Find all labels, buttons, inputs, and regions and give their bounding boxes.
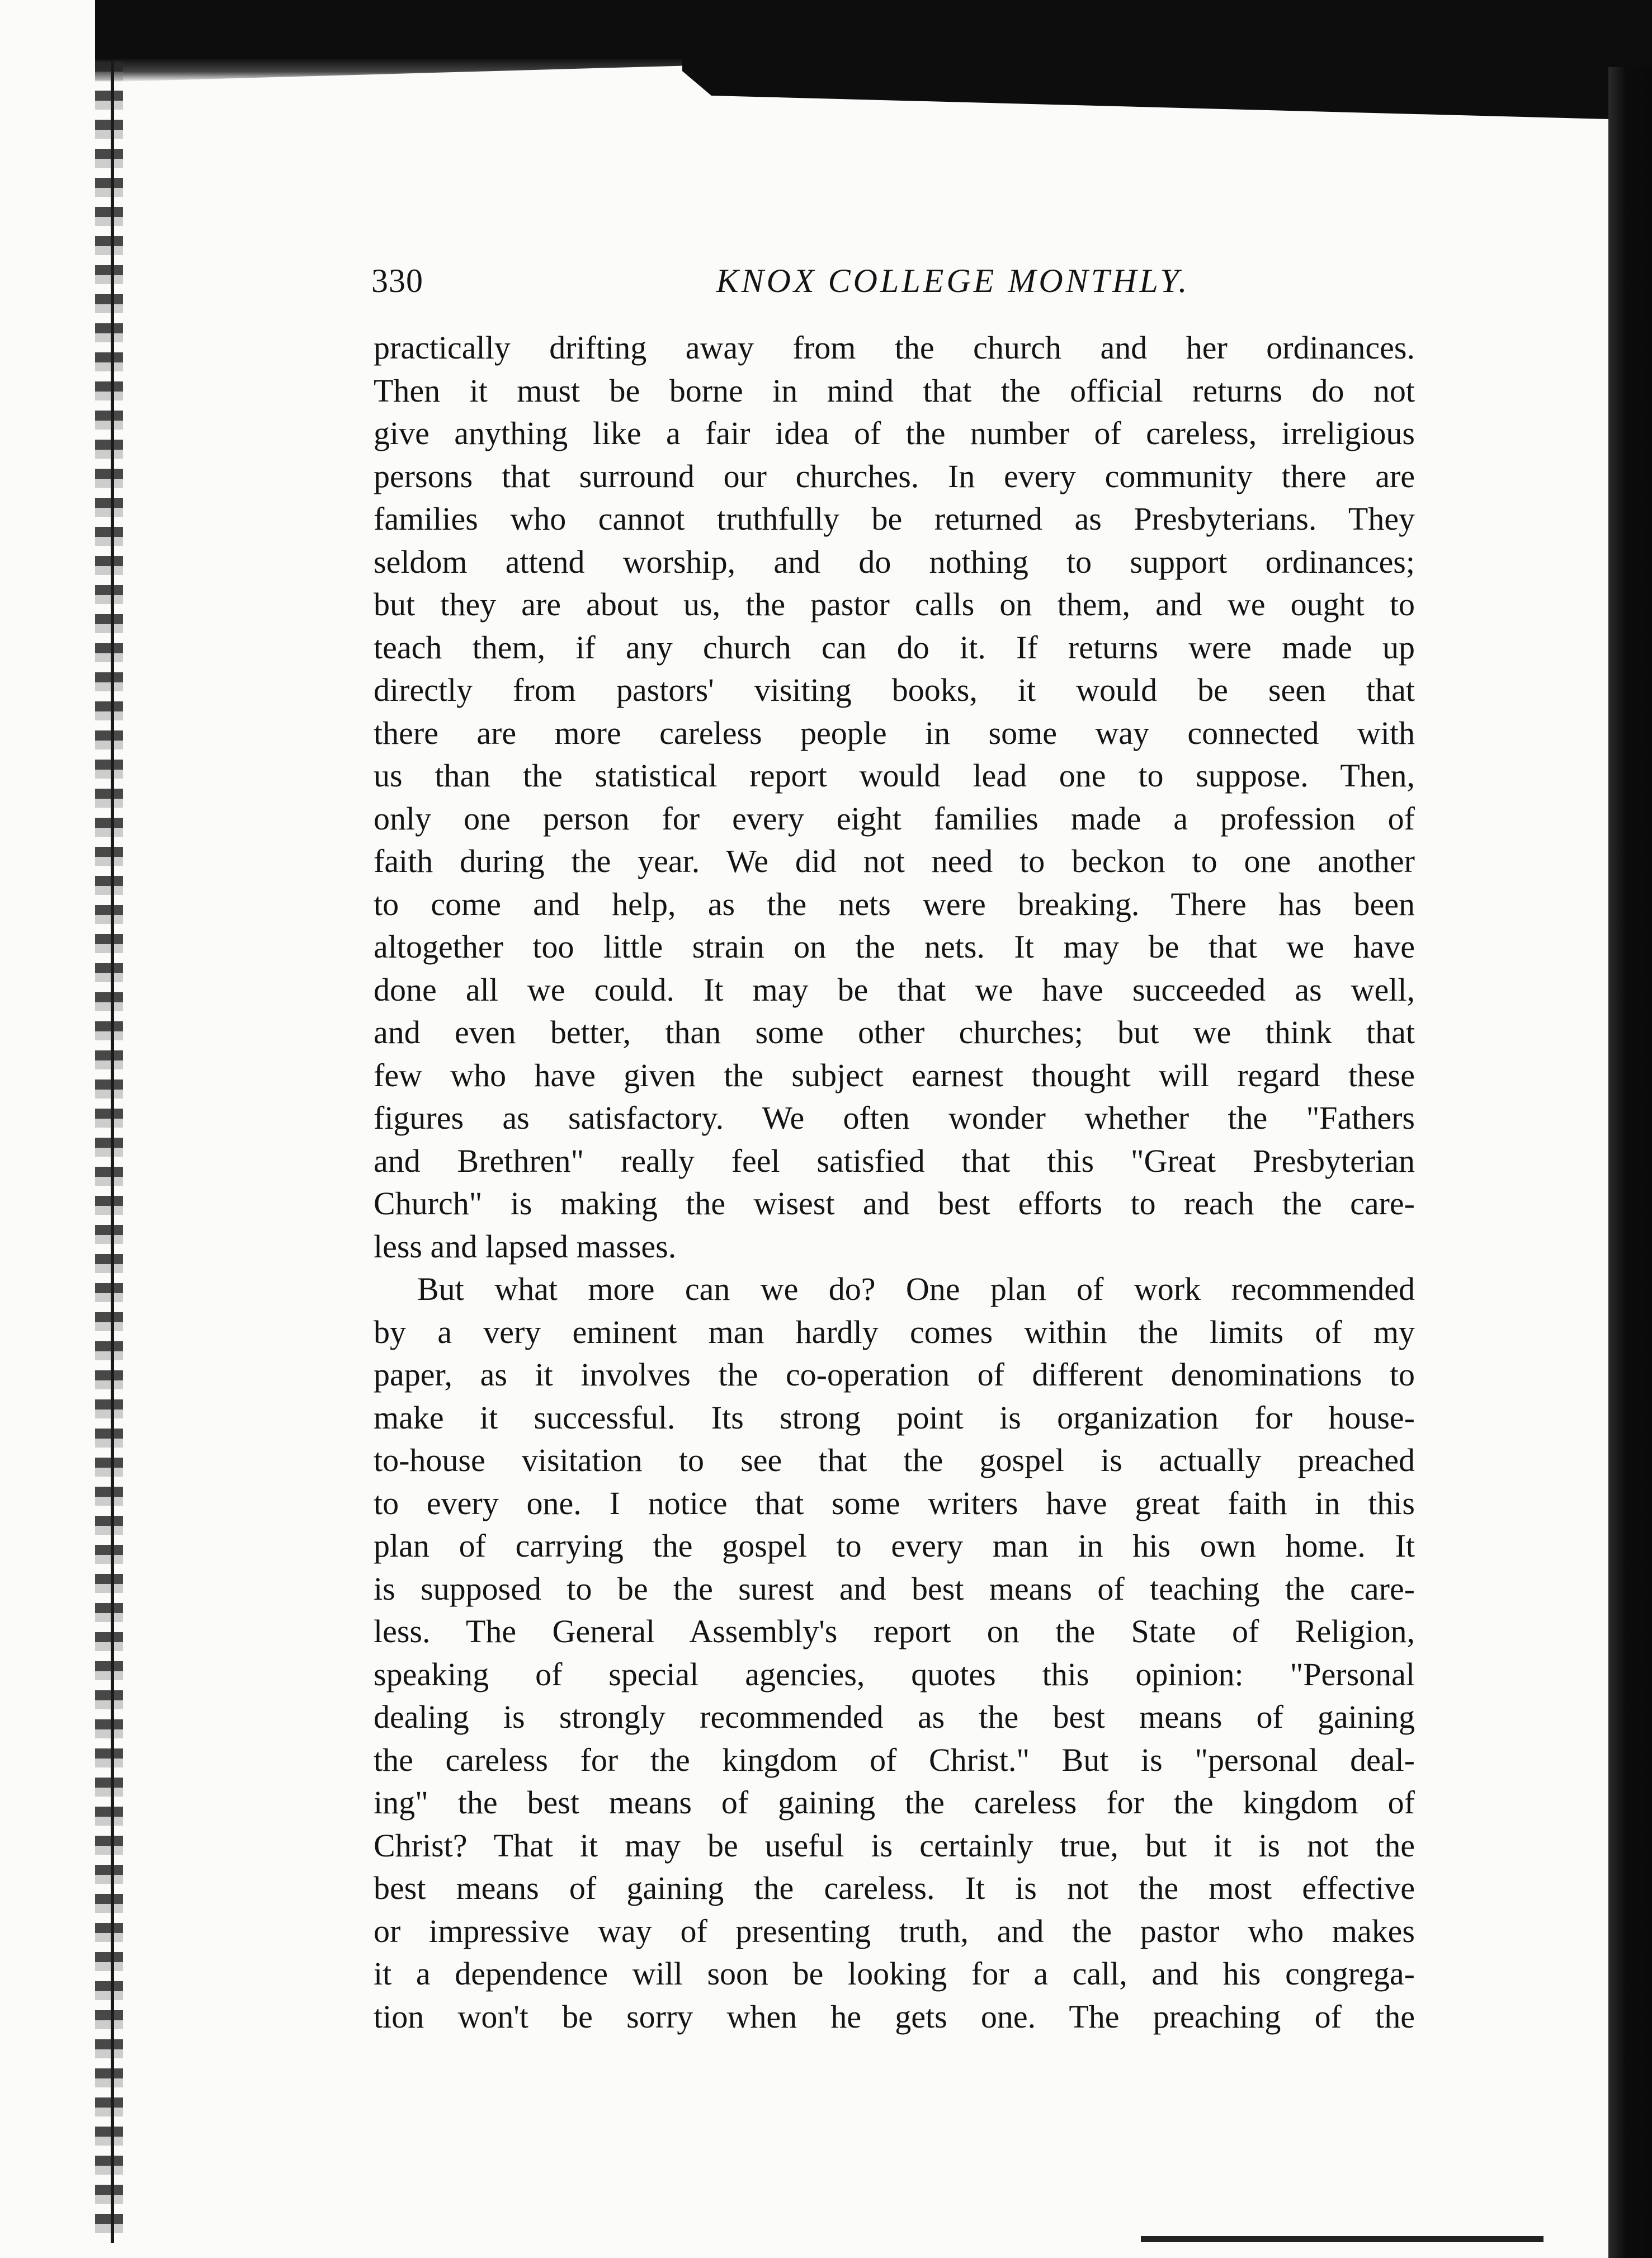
text-line: best means of gaining the careless. It is not the most effective	[374, 1870, 1415, 1906]
text-line: dealing is strongly recommended as the best means of gaining	[374, 1699, 1415, 1735]
text-line: done all we could. It may be that we have succeeded as well,	[374, 971, 1415, 1008]
scan-shadow-top-edge	[95, 59, 682, 82]
text-line: and Brethren" really feel satisfied that this "Great Presbyterian	[374, 1142, 1415, 1179]
scan-binding-left	[95, 62, 123, 2243]
text-line: the careless for the kingdom of Christ." But is "personal deal-	[374, 1741, 1415, 1778]
body-text	[374, 327, 1415, 2038]
text-line: altogether too little strain on the nets. It may be that we have	[374, 928, 1415, 965]
text-line: there are more careless people in some way connected with	[374, 714, 1415, 751]
text-line: few who have given the subject earnest thought will regard these	[374, 1057, 1415, 1093]
text-line: faith during the year. We did not need to beckon to one another	[374, 843, 1415, 879]
page-number: 330	[371, 262, 423, 299]
text-line: Christ? That it may be useful is certainly true, but it is not the	[374, 1827, 1415, 1864]
text-line: only one person for every eight families made a profession of	[374, 800, 1415, 837]
paragraph-start-line: But what more can we do? One plan of work recommended	[417, 1271, 1415, 1307]
text-line: plan of carrying the gospel to every man in his own home. It	[374, 1528, 1415, 1564]
text-line: practically drifting away from the church and her ordinances.	[374, 329, 1415, 366]
running-head: KNOX COLLEGE MONTHLY.	[716, 262, 1190, 299]
text-line: figures as satisfactory. We often wonder whether the "Fathers	[374, 1100, 1415, 1136]
text-line: tion won't be sorry when he gets one. The preaching of the	[374, 1998, 1415, 2035]
text-line: it a dependence will soon be looking for a call, and his congrega-	[374, 1955, 1415, 1992]
scan-shadow-bottom	[1141, 2236, 1544, 2242]
text-line: speaking of special agencies, quotes this opinion: "Personal	[374, 1656, 1415, 1693]
text-line: persons that surround our churches. In every community there are	[374, 458, 1415, 494]
text-line: Then it must be borne in mind that the official returns do not	[374, 372, 1415, 409]
paragraph-end-line: less and lapsed masses.	[374, 1228, 677, 1265]
text-line: but they are about us, the pastor calls on them, and we ought to	[374, 586, 1415, 623]
scan-binding-line	[111, 62, 114, 2243]
text-line: is supposed to be the surest and best means of teaching the care-	[374, 1570, 1415, 1607]
text-line: us than the statistical report would lead one to suppose. Then,	[374, 757, 1415, 794]
scan-shadow-right	[1608, 67, 1652, 2258]
page-header	[371, 258, 1423, 303]
text-line: by a very eminent man hardly comes within the limits of my	[374, 1313, 1415, 1350]
text-line: and even better, than some other churches; but we think that	[374, 1014, 1415, 1050]
text-line: give anything like a fair idea of the number of careless, irreligious	[374, 415, 1415, 451]
text-line: families who cannot truthfully be returned as Presbyterians. They	[374, 501, 1415, 537]
text-line: seldom attend worship, and do nothing to support ordinances;	[374, 543, 1415, 580]
text-line: make it successful. Its strong point is organization for house-	[374, 1399, 1415, 1436]
text-line: teach them, if any church can do it. If returns were made up	[374, 629, 1415, 666]
text-line: paper, as it involves the co-operation of different denominations to	[374, 1356, 1415, 1393]
text-line: less. The General Assembly's report on the State of Religion,	[374, 1613, 1415, 1649]
scan-shadow-top	[95, 0, 1652, 59]
text-line: or impressive way of presenting truth, and the pastor who makes	[374, 1912, 1415, 1949]
text-line: to-house visitation to see that the gospel is actually preached	[374, 1442, 1415, 1478]
text-line: ing" the best means of gaining the careless for the kingdom of	[374, 1784, 1415, 1821]
text-line: to come and help, as the nets were breaking. There has been	[374, 885, 1415, 922]
text-line: directly from pastors' visiting books, it would be seen that	[374, 672, 1415, 708]
text-line: to every one. I notice that some writers have great faith in this	[374, 1484, 1415, 1521]
scan-shadow-top-right	[682, 59, 1652, 120]
text-line: Church" is making the wisest and best efforts to reach the care-	[374, 1185, 1415, 1222]
